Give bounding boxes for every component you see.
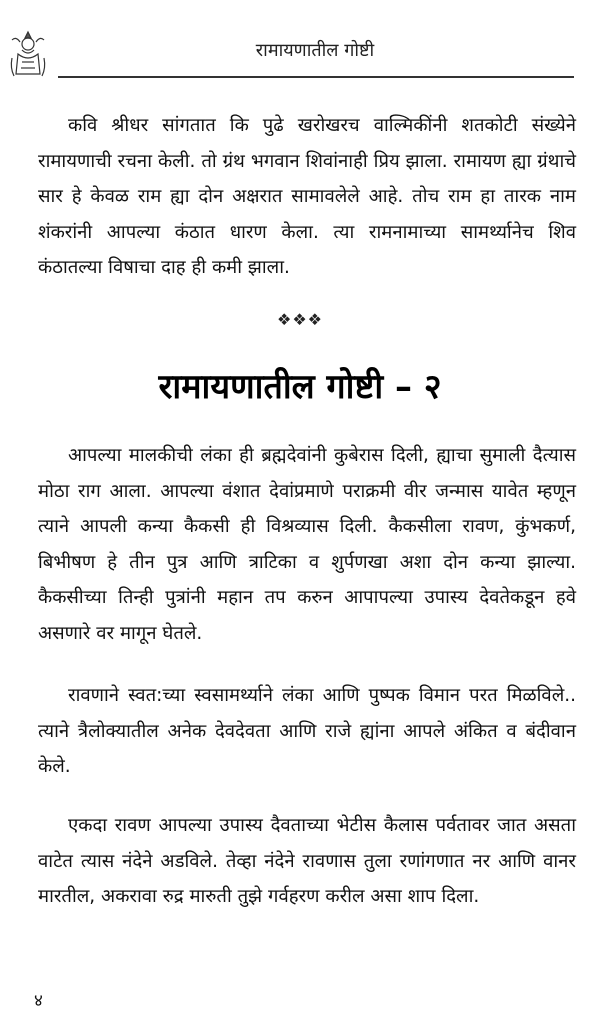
deity-ornament-icon [8,28,48,80]
intro-paragraph: कवि श्रीधर सांगतात कि पुढे खरोखरच वाल्मिकींनी शतकोटी संख्येने रामायणाची रचना केली. तो ग्रंथ भगवान शिवांनाही प्रिय झाला. रामायण ह्या ग्रंथाचे सार हे केवळ राम ह्या दोन अक्षरात सामावलेले आहे. तोच राम हा तारक नाम शंकरांनी आपल्या कंठात धारण केला. त्या रामनामाच्या सामर्थ्यानेच शिव कंठातल्या विषाचा दाह ही कमी झाला. [38,115,576,278]
running-head-title: रामायणातील गोष्टी [255,40,375,61]
body-paragraph-2: रावणाने स्वत:च्या स्वसामर्थ्याने लंका आणि पुष्पक विमान परत मिळविले.. त्याने त्रैलोक्यातील अनेक देवदेवता आणि राजे ह्यांना आपले अंकित व बंदीवान केले. [38,685,576,777]
header-divider [58,76,574,78]
section-divider-ornament: ❖❖❖ [276,310,324,329]
section-title: रामायणातील गोष्टी – २ [158,367,442,407]
body-paragraph-1: आपल्या मालकीची लंका ही ब्रह्मदेवांनी कुबेरास दिली, ह्याचा सुमाली दैत्यास मोठा राग आला. आपल्या वंशात देवांप्रमाणे पराक्रमी वीर जन्मास यावेत म्हणून त्याने आपली कन्या कैकसी ही विश्रव्यास दिली. कैकसीला रावण, कुंभकर्ण, बिभीषण हे तीन पुत्र आणि त्राटिका व शुर्पणखा अशा दोन कन्या झाल्या. कैकसीच्या तिन्ही पुत्रांनी महान तप करुन आपापल्या उपास्य देवतेकडून हवे असणारे वर मागून घेतले. [38,445,576,644]
body-paragraph-3: एकदा रावण आपल्या उपास्य दैवताच्या भेटीस कैलास पर्वतावर जात असता वाटेत त्यास नंदेने अडविले. तेव्हा नंदेने रावणास तुला रणांगणात नर आणि वानर मारतील, अकरावा रुद्र मारुती तुझे गर्वहरण करील असा शाप दिला. [38,815,576,907]
page-number: ४ [34,991,43,1011]
